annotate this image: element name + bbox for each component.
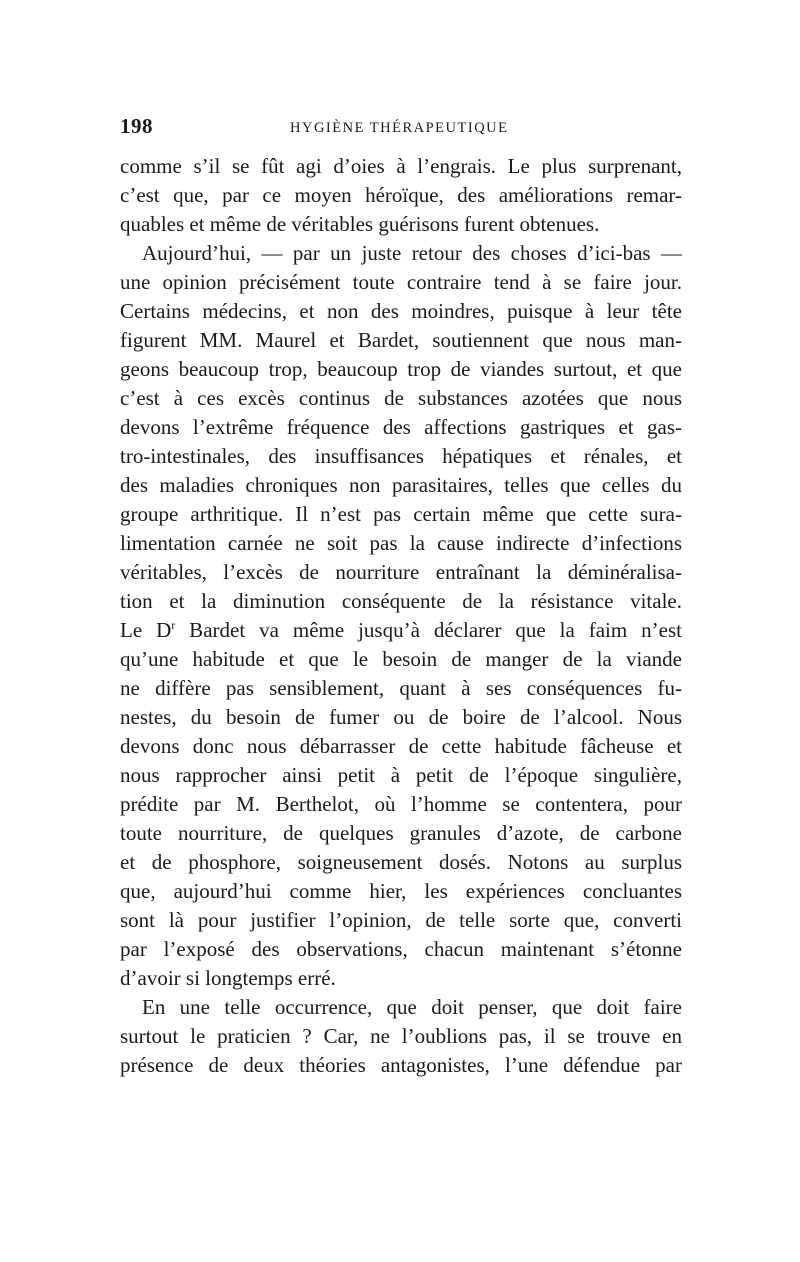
text-line: par l’exposé des observations, chacun maintenant s’étonne [120,937,682,961]
text-line: Aujourd’hui, — par un juste retour des choses d’ici-bas — [142,241,682,265]
text-line: prédite par M. Berthelot, où l’homme se contentera, pour [120,792,682,816]
text-line: En une telle occurrence, que doit penser, que doit faire [142,995,682,1019]
text-line: c’est que, par ce moyen héroïque, des améliorations remar- [120,183,682,207]
text-line: et de phosphore, soigneusement dosés. Notons au surplus [120,850,682,874]
text-line: groupe arthritique. Il n’est pas certain même que cette sura- [120,502,682,526]
text-line: toute nourriture, de quelques granules d’azote, de carbone [120,821,682,845]
text-line: tion et la diminution conséquente de la résistance vitale. [120,589,682,613]
text-line: véritables, l’excès de nourriture entraînant la déminéralisa- [120,560,682,584]
superscript: r [171,618,176,632]
text-line: Certains médecins, et non des moindres, puisque à leur tête [120,299,682,323]
text-line: quables et même de véritables guérisons furent obtenues. [120,212,600,236]
text-line: ne diffère pas sensiblement, quant à ses conséquences fu- [120,676,682,700]
text-line: tro-intestinales, des insuffisances hépatiques et rénales, et [120,444,682,468]
text-line: geons beaucoup trop, beaucoup trop de viandes surtout, et que [120,357,682,381]
text-line: comme s’il se fût agi d’oies à l’engrais. Le plus surprenant, [120,154,682,178]
text-line: devons l’extrême fréquence des affections gastriques et gas- [120,415,682,439]
text-line: que, aujourd’hui comme hier, les expériences concluantes [120,879,682,903]
text-fragment: Le D [120,618,172,642]
text-line: limentation carnée ne soit pas la cause indirecte d’infections [120,531,682,555]
text-line: surtout le praticien ? Car, ne l’oublions pas, il se trouve en [120,1024,682,1048]
text-line: d’avoir si longtemps erré. [120,966,336,990]
text-line: sont là pour justifier l’opinion, de telle sorte que, converti [120,908,682,932]
body-text [120,152,682,1080]
text-line-with-superscript [120,616,682,645]
page-number: 198 [120,114,153,138]
page-header [120,114,682,142]
running-title: HYGIÈNE THÉRAPEUTIQUE [290,120,509,136]
text-line: nestes, du besoin de fumer ou de boire de l’alcool. Nous [120,705,682,729]
text-line: devons donc nous débarrasser de cette habitude fâcheuse et [120,734,682,758]
text-fragment: Bardet va même jusqu’à déclarer que la faim n’est [175,618,682,642]
text-line: qu’une habitude et que le besoin de manger de la viande [120,647,682,671]
text-line: des maladies chroniques non parasitaires, telles que celles du [120,473,682,497]
text-line: présence de deux théories antagonistes, l’une défendue par [120,1053,682,1077]
text-line: nous rapprocher ainsi petit à petit de l’époque singulière, [120,763,682,787]
text-line: une opinion précisément toute contraire tend à se faire jour. [120,270,682,294]
text-line: c’est à ces excès continus de substances azotées que nous [120,386,682,410]
text-line: figurent MM. Maurel et Bardet, soutiennent que nous man- [120,328,682,352]
